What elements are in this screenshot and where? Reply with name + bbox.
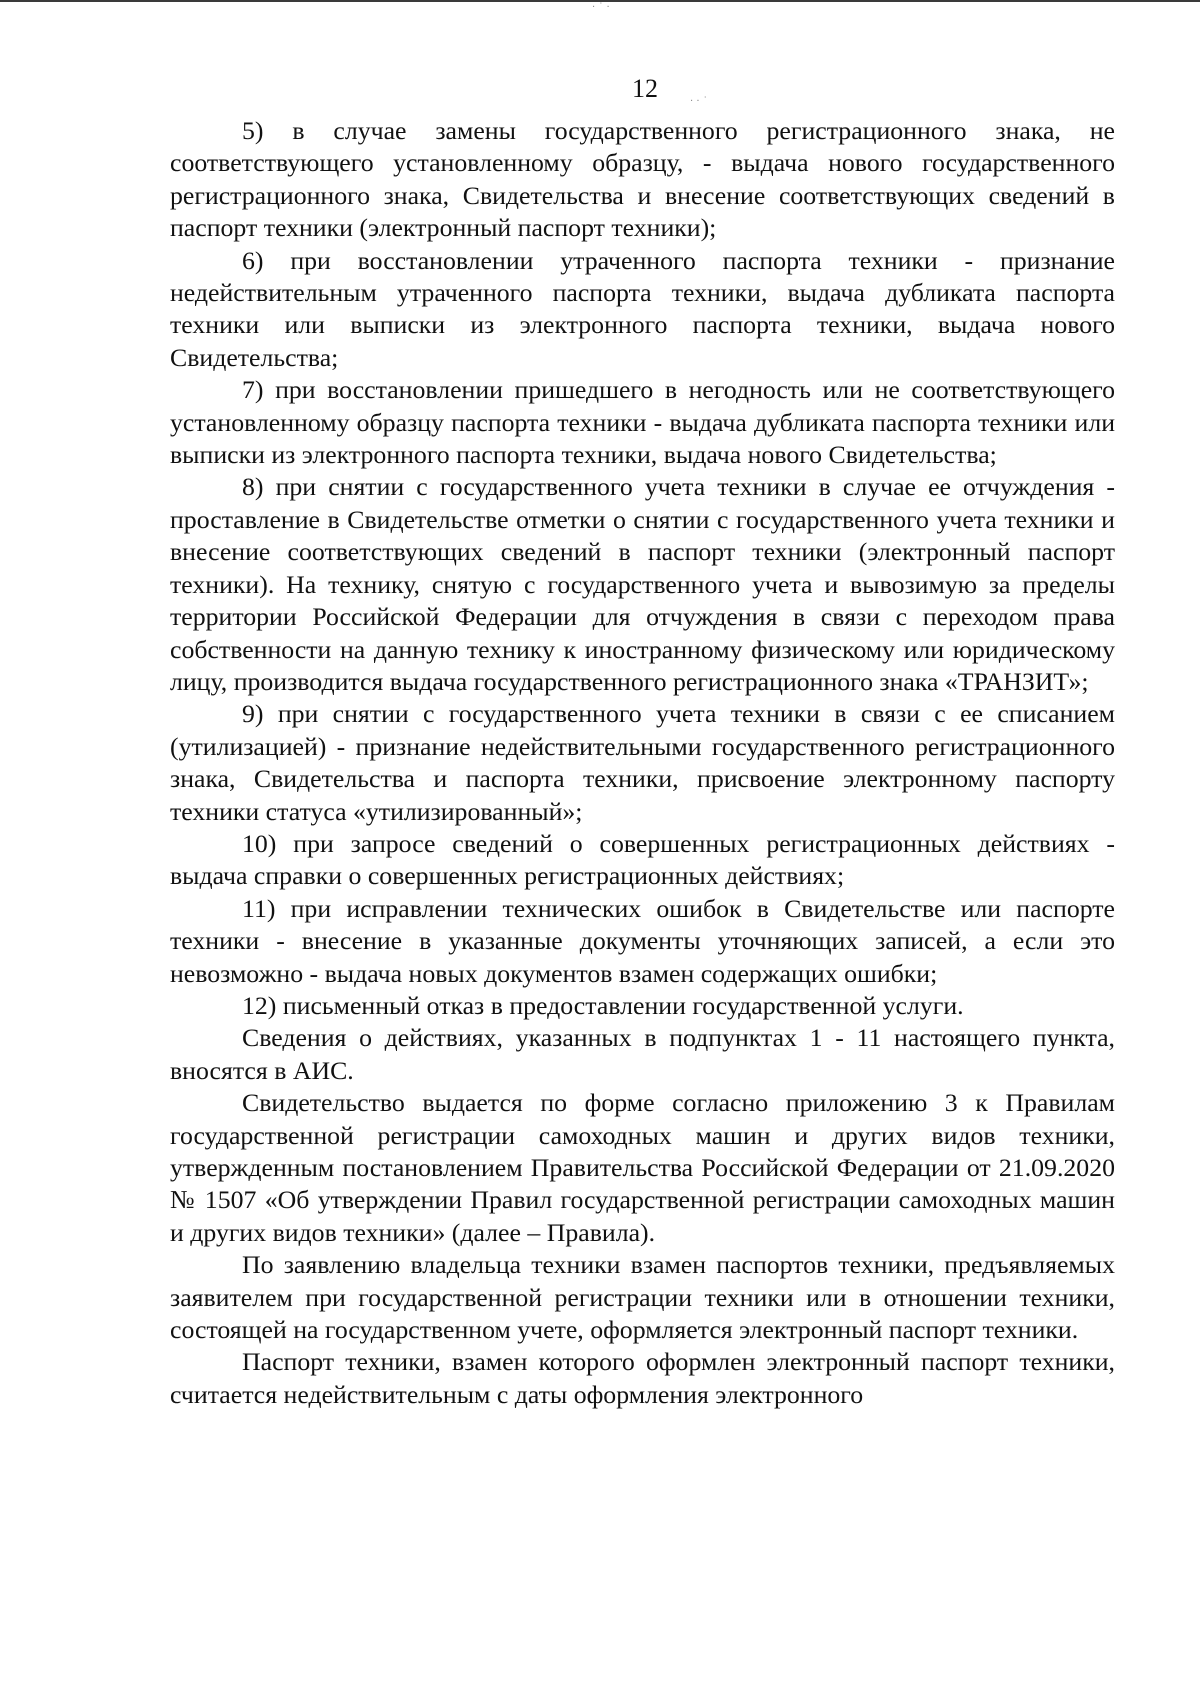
- paragraph-certificate-form: Свидетельство выдается по форме согласно приложению 3 к Правилам государственной регистрации самоходных машин и других видов техники, утвержденным постановлением Правительства Российской Федерации от 21.09.2020 № 1507 «Об утверждении Правил государственной регистрации самоходных машин и других видов техники» (далее – Правила).: [170, 1088, 1115, 1247]
- scan-artifact: · ˙ ·: [592, 2, 610, 13]
- scan-artifact: · · ˙: [690, 96, 708, 107]
- paragraph-passport-invalid: Паспорт техники, взамен которого оформлен электронный паспорт техники, считается недействительным с даты оформления электронного: [170, 1347, 1115, 1409]
- paragraph-electronic-passport: По заявлению владельца техники взамен паспортов техники, предъявляемых заявителем при государственной регистрации техники или в отношении техники, состоящей на государственном учете, оформляется электронный паспорт техники.: [170, 1250, 1115, 1345]
- paragraph-item-8: 8) при снятии с государственного учета техники в случае ее отчуждения - проставление в Свидетельстве отметки о снятии с государственного учета техники и внесение соответствующих сведений в паспорт техники (электронный паспорт техники). На технику, снятую с государственного учета и вывозимую за пределы территории Российской Федерации для отчуждения в связи с переходом права собственности на данную технику к иностранному физическому или юридическому лицу, производится выдача государственного регистрационного знака «ТРАНЗИТ»;: [170, 472, 1115, 696]
- paragraph-item-7: 7) при восстановлении пришедшего в негодность или не соответствующего установленному образцу паспорта техники - выдача дубликата паспорта техники или выписки из электронного паспорта техники, выдача нового Свидетельства;: [170, 375, 1115, 470]
- paragraph-item-11: 11) при исправлении технических ошибок в Свидетельстве или паспорте техники - внесение в указанные документы уточняющих записей, а если это невозможно - выдача новых документов взамен содержащих ошибки;: [170, 893, 1115, 988]
- page-number: 12: [632, 74, 658, 103]
- paragraph-item-10: 10) при запросе сведений о совершенных регистрационных действиях - выдача справки о совершенных регистрационных действиях;: [170, 828, 1115, 891]
- paragraph-item-6: 6) при восстановлении утраченного паспорта техники - признание недействительным утраченного паспорта техники, выдача дубликата паспорта техники или выписки из электронного паспорта техники, выдача нового Свидетельства;: [170, 245, 1115, 372]
- paragraph-item-12: 12) письменный отказ в предоставлении государственной услуги.: [242, 990, 964, 1020]
- paragraph-ais-note: Сведения о действиях, указанных в подпунктах 1 - 11 настоящего пункта, вносятся в АИС.: [170, 1023, 1115, 1085]
- paragraph-item-9: 9) при снятии с государственного учета техники в связи с ее списанием (утилизацией) - признание недействительными государственного регистрационного знака, Свидетельства и паспорта техники, присвоение электронному паспорту техники статуса «утилизированный»;: [170, 699, 1115, 826]
- paragraph-item-5: 5) в случае замены государственного регистрационного знака, не соответствующего установленному образцу, - выдача нового государственного регистрационного знака, Свидетельства и внесение соответствующих сведений в паспорт техники (электронный паспорт техники);: [170, 116, 1115, 243]
- document-body: [170, 115, 1115, 1411]
